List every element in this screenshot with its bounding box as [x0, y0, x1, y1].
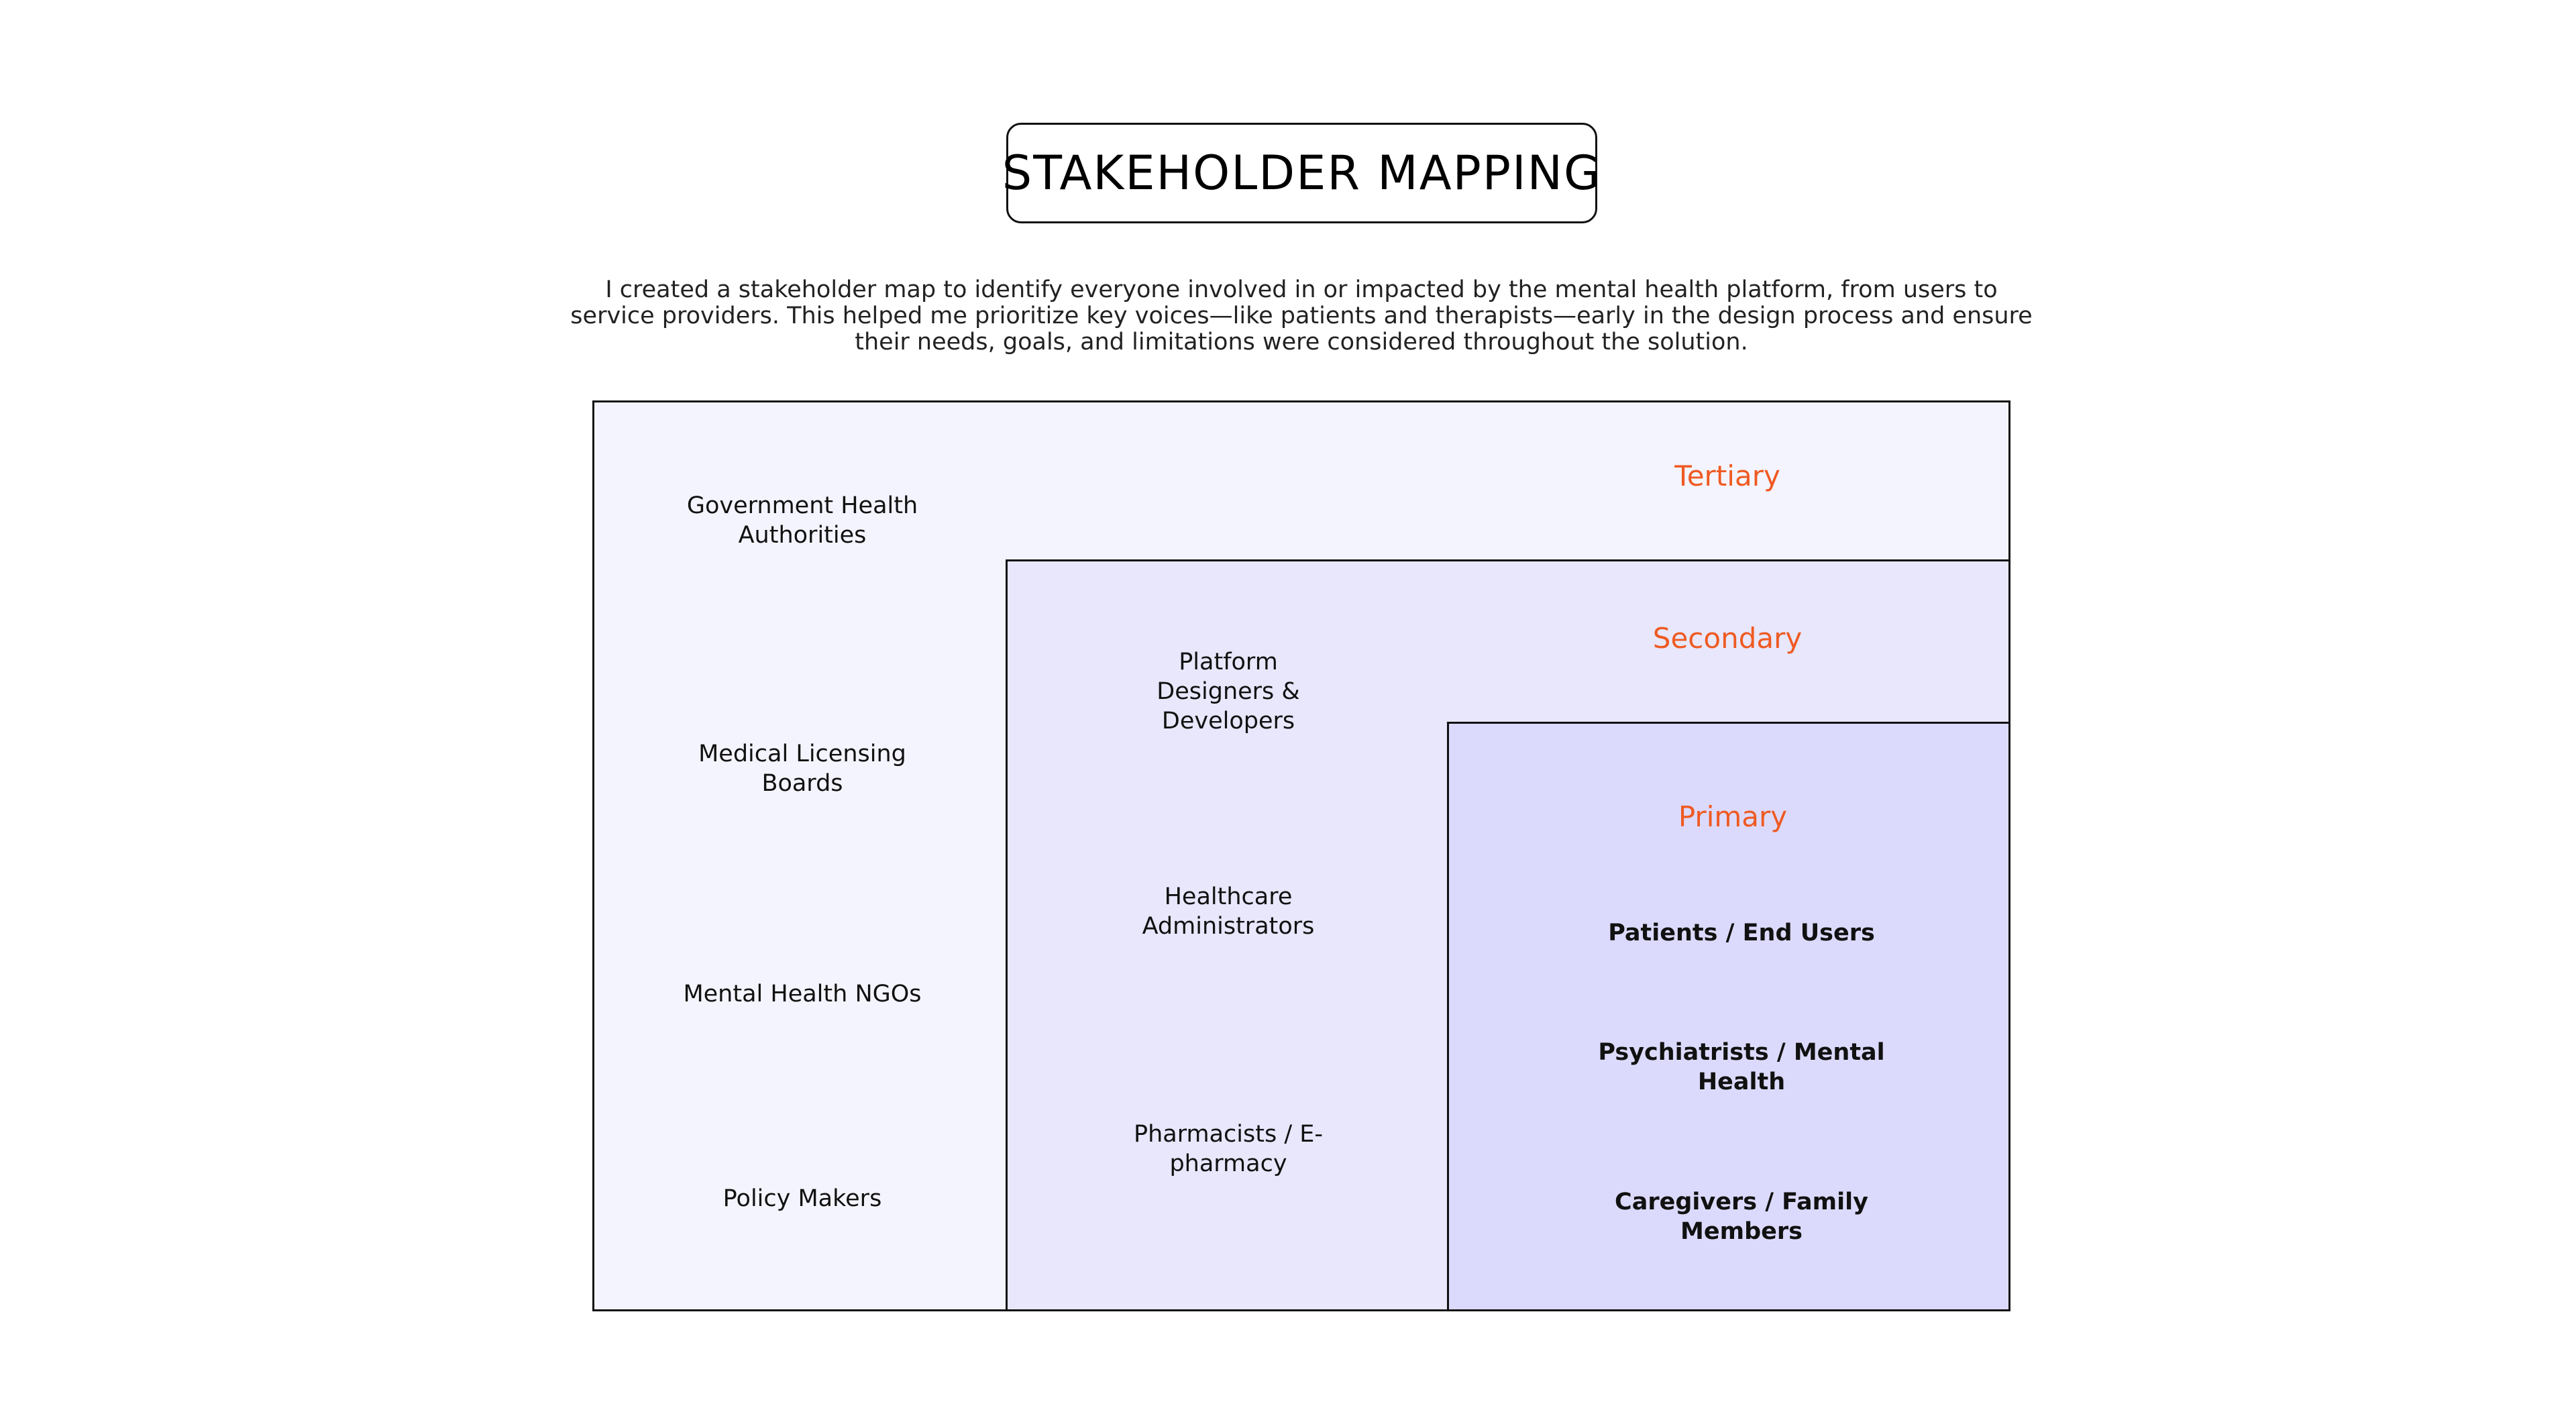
stakeholder-healthcare-administrators: Healthcare Administrators — [1142, 883, 1315, 940]
stakeholder-mental-health-ngos: Mental Health NGOs — [683, 981, 922, 1007]
page-title: STAKEHOLDER MAPPING — [1002, 146, 1602, 201]
stakeholder-platform-designers-developers: Platform Designers & Developers — [1157, 649, 1300, 734]
primary-label: Primary — [1678, 800, 1788, 833]
secondary-label: Secondary — [1652, 622, 1803, 655]
stakeholder-medical-licensing-boards: Medical Licensing Boards — [698, 741, 906, 797]
stakeholder-pharmacists-e-pharmacy: Pharmacists / E-pharmacy — [1134, 1121, 1323, 1177]
title-box — [1002, 123, 1602, 223]
stakeholder-map — [592, 400, 2010, 1311]
stakeholder-caregivers-family-members: Caregivers / Family Members — [1615, 1189, 1868, 1245]
tertiary-label: Tertiary — [1674, 459, 1780, 492]
stakeholder-government-health-authorities: Government Health Authorities — [686, 492, 918, 549]
page-description: I created a stakeholder map to identify everyone involved in or impacted by the mental health platform, from users to service providers. This helped me prioritize key voices—like patients and therapists—early in the design process and ensure their needs, goals, and limitations were considered throughout the solution. — [570, 276, 2033, 356]
stakeholder-policy-makers: Policy Makers — [722, 1185, 882, 1212]
stakeholder-psychiatrists-mental-health: Psychiatrists / Mental Health — [1598, 1039, 1885, 1095]
stakeholder-patients-end-users: Patients / End Users — [1608, 920, 1875, 946]
